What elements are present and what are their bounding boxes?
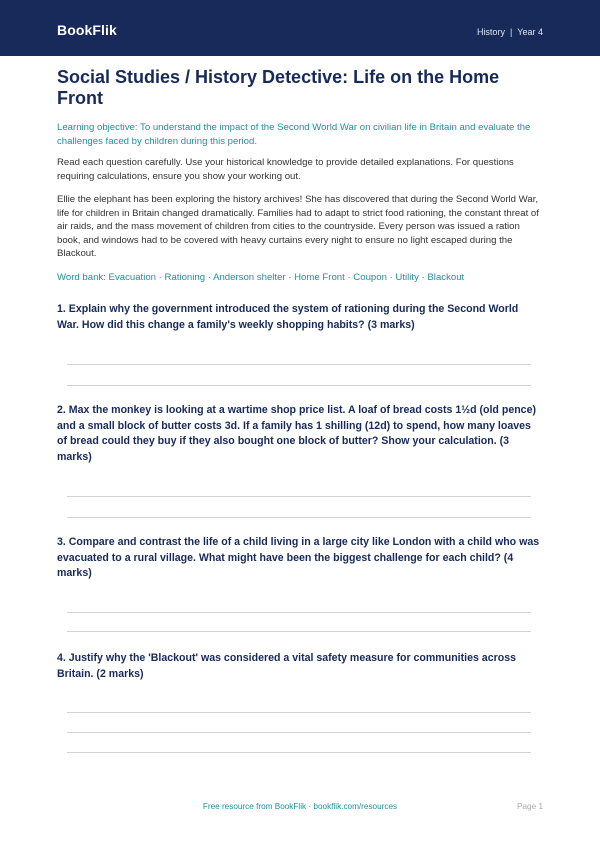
subject-label: History (476, 27, 505, 37)
question-text: 2. Max the monkey is looking at a wartime shop price list. A loaf of bread costs 1½d (old pence) and a small block of butter costs 3d. If a family has 1 shilling (12d) to spend, how many loaves of bread could they buy if they also bought one block of butter? Show your calculation. (3 marks) (57, 404, 536, 463)
question-3 (57, 535, 543, 582)
meta-separator: | (509, 27, 513, 37)
question-4 (57, 651, 543, 682)
brand-logo[interactable]: BookFlik (57, 22, 117, 38)
footer-credit[interactable]: Free resource from BookFlik · bookflik.com/resources (202, 802, 398, 811)
answer-line[interactable] (67, 631, 531, 632)
page-header (0, 0, 600, 56)
page-number: Page 1 (517, 802, 543, 811)
answer-line[interactable] (67, 385, 531, 386)
answer-line[interactable] (67, 364, 531, 365)
year-label: Year 4 (517, 27, 543, 37)
page-title: Social Studies / History Detective: Life on the Home Front (57, 67, 500, 108)
intro-paragraph: Ellie the elephant has been exploring the history archives! She has discovered that during the Second World War, life for children in Britain changed dramatically. Families had to adapt to strict food rationing, the constant threat of air raids, and the mass movement of children from cities to the countryside. Every person was issued a ration book, and windows had to be covered with heavy curtains every night to ensure no light escaped during the Blackout. (57, 194, 539, 259)
answer-line[interactable] (67, 517, 531, 518)
question-text: 4. Justify why the 'Blackout' was considered a vital safety measure for communities across Britain. (2 marks) (57, 652, 516, 680)
header-meta (477, 27, 543, 37)
instructions-text: Read each question carefully. Use your historical knowledge to provide detailed explanations. For questions requiring calculations, ensure you show your working out. (57, 157, 514, 182)
question-text: 1. Explain why the government introduced the system of rationing during the Second World War. How did this change a family's weekly shopping habits? (3 marks) (57, 303, 519, 331)
question-1 (57, 302, 543, 333)
question-text: 3. Compare and contrast the life of a child living in a large city like London with a child who was evacuated to a rural village. What might have been the biggest challenge for each child? (4 marks) (57, 536, 540, 579)
answer-line[interactable] (67, 712, 531, 713)
answer-line[interactable] (67, 752, 531, 753)
word-bank: Word bank: Evacuation · Rationing · Anderson shelter · Home Front · Coupon · Utility · Blackout (57, 272, 465, 283)
answer-line[interactable] (67, 732, 531, 733)
question-2 (57, 403, 543, 465)
learning-objective: Learning objective: To understand the impact of the Second World War on civilian life in Britain and evaluate the challenges faced by children during this period. (57, 122, 531, 147)
answer-line[interactable] (67, 612, 531, 613)
answer-line[interactable] (67, 496, 531, 497)
